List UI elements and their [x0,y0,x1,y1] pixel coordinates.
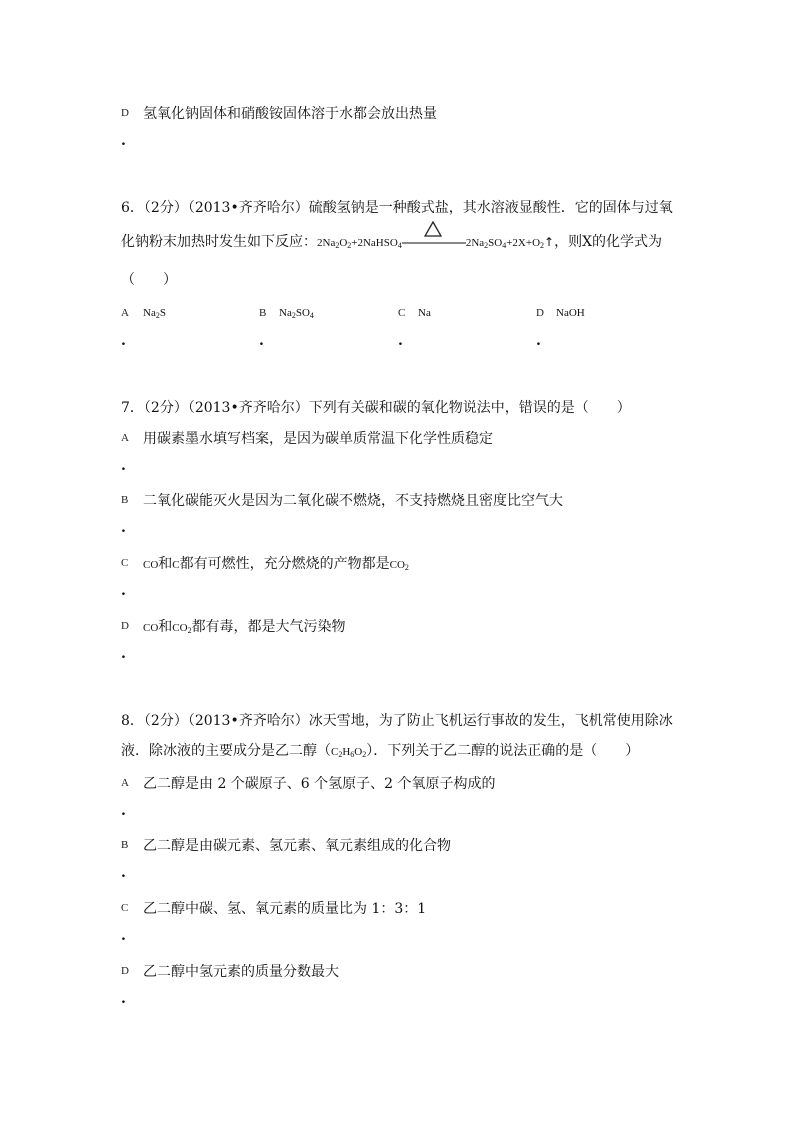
q6-option-d-letter: D [536,307,544,319]
option-dot: . [121,803,126,819]
q6-option-c-text: Na [418,307,431,319]
q5-option-d-letter: D [121,107,129,119]
q7-option-b-letter: B [121,494,129,506]
q6-option-d-text: NaOH [556,307,585,319]
option-dot: . [121,928,126,944]
ethylene-glycol-formula: $C_2H_6O_2$ [331,746,367,759]
q7-option-d-letter: D [121,620,129,632]
q6-equation-right: $2Na_2SO_4+2X+O_2$ [465,237,545,250]
option-dot: . [121,646,126,662]
option-dot: . [121,333,126,349]
q7-stem: 7．（2分）（2013•齐齐哈尔）下列有关碳和碳的氧化物说法中，错误的是（ ） [121,400,631,416]
q6-stem-line2-pre: 化钠粉末加热时发生如下反应： [121,234,317,250]
q6-option-a-text: $Na_2S$ [143,307,166,320]
option-dot: . [121,865,126,881]
option-dot: . [121,520,126,536]
option-dot: . [536,333,541,349]
q6-option-c-letter: C [398,307,406,319]
q8-option-b-text: 乙二醇是由碳元素、氢元素、氧元素组成的化合物 [143,838,451,854]
q6-option-b-text: $Na_2SO_4$ [279,307,314,320]
q8-option-c-text: 乙二醇中碳、氢、氧元素的质量比为 1：3：1 [143,901,427,917]
option-dot: . [121,458,126,474]
q8-option-b-letter: B [121,839,129,851]
q6-option-b-letter: B [259,307,267,319]
q8-option-d-text: 乙二醇中氢元素的质量分数最大 [143,964,339,980]
q7-option-c-letter: C [121,557,129,569]
q8-option-a-text: 乙二醇是由 2 个碳原子、6 个氢原子、2 个氧原子构成的 [143,776,496,792]
option-dot: . [121,133,126,149]
q6-stem-line2-post: ，则X的化学式为 [554,234,663,250]
heating-condition-icon [402,233,466,247]
q8-option-d-letter: D [121,965,129,977]
option-dot: . [259,333,264,349]
q6-answer-parentheses: （ ） [121,272,177,288]
q6-option-a-letter: A [121,307,129,319]
option-dot: . [121,991,126,1007]
q6-stem-line1: 6．（2分）（2013•齐齐哈尔）硫酸氢钠是一种酸式盐，其水溶液显酸性．它的固体与过氧 [121,200,673,216]
q7-option-a-text: 用碳素墨水填写档案，是因为碳单质常温下化学性质稳定 [143,431,493,447]
q7-option-d-text: CO和$CO_2$都有毒，都是大气污染物 [143,619,346,635]
q8-option-c-letter: C [121,902,129,914]
q8-option-a-letter: A [121,777,129,789]
gas-arrow-icon: ↑ [544,235,555,249]
q8-stem-line2: 液．除冰液的主要成分是乙二醇$(C_2H_6O_2)$．下列关于乙二醇的说法正确的是（ ） [121,743,640,759]
q7-option-b-text: 二氧化碳能灭火是因为二氧化碳不燃烧，不支持燃烧且密度比空气大 [143,493,563,509]
q7-option-c-text: CO和C都有可燃性，充分燃烧的产物都是$CO_2$ [143,556,409,572]
q8-stem-line1: 8．（2分）（2013•齐齐哈尔）冰天雪地，为了防止飞机运行事故的发生，飞机常使用除冰 [121,713,673,729]
q7-option-a-letter: A [121,432,129,444]
q6-stem-line2 [121,231,662,251]
option-dot: . [121,583,126,599]
q6-equation-left: $2Na_2O_2+2NaHSO_4$ [317,237,402,250]
q5-option-d-text: 氢氧化钠固体和硝酸铵固体溶于水都会放出热量 [143,106,437,122]
option-dot: . [398,333,403,349]
